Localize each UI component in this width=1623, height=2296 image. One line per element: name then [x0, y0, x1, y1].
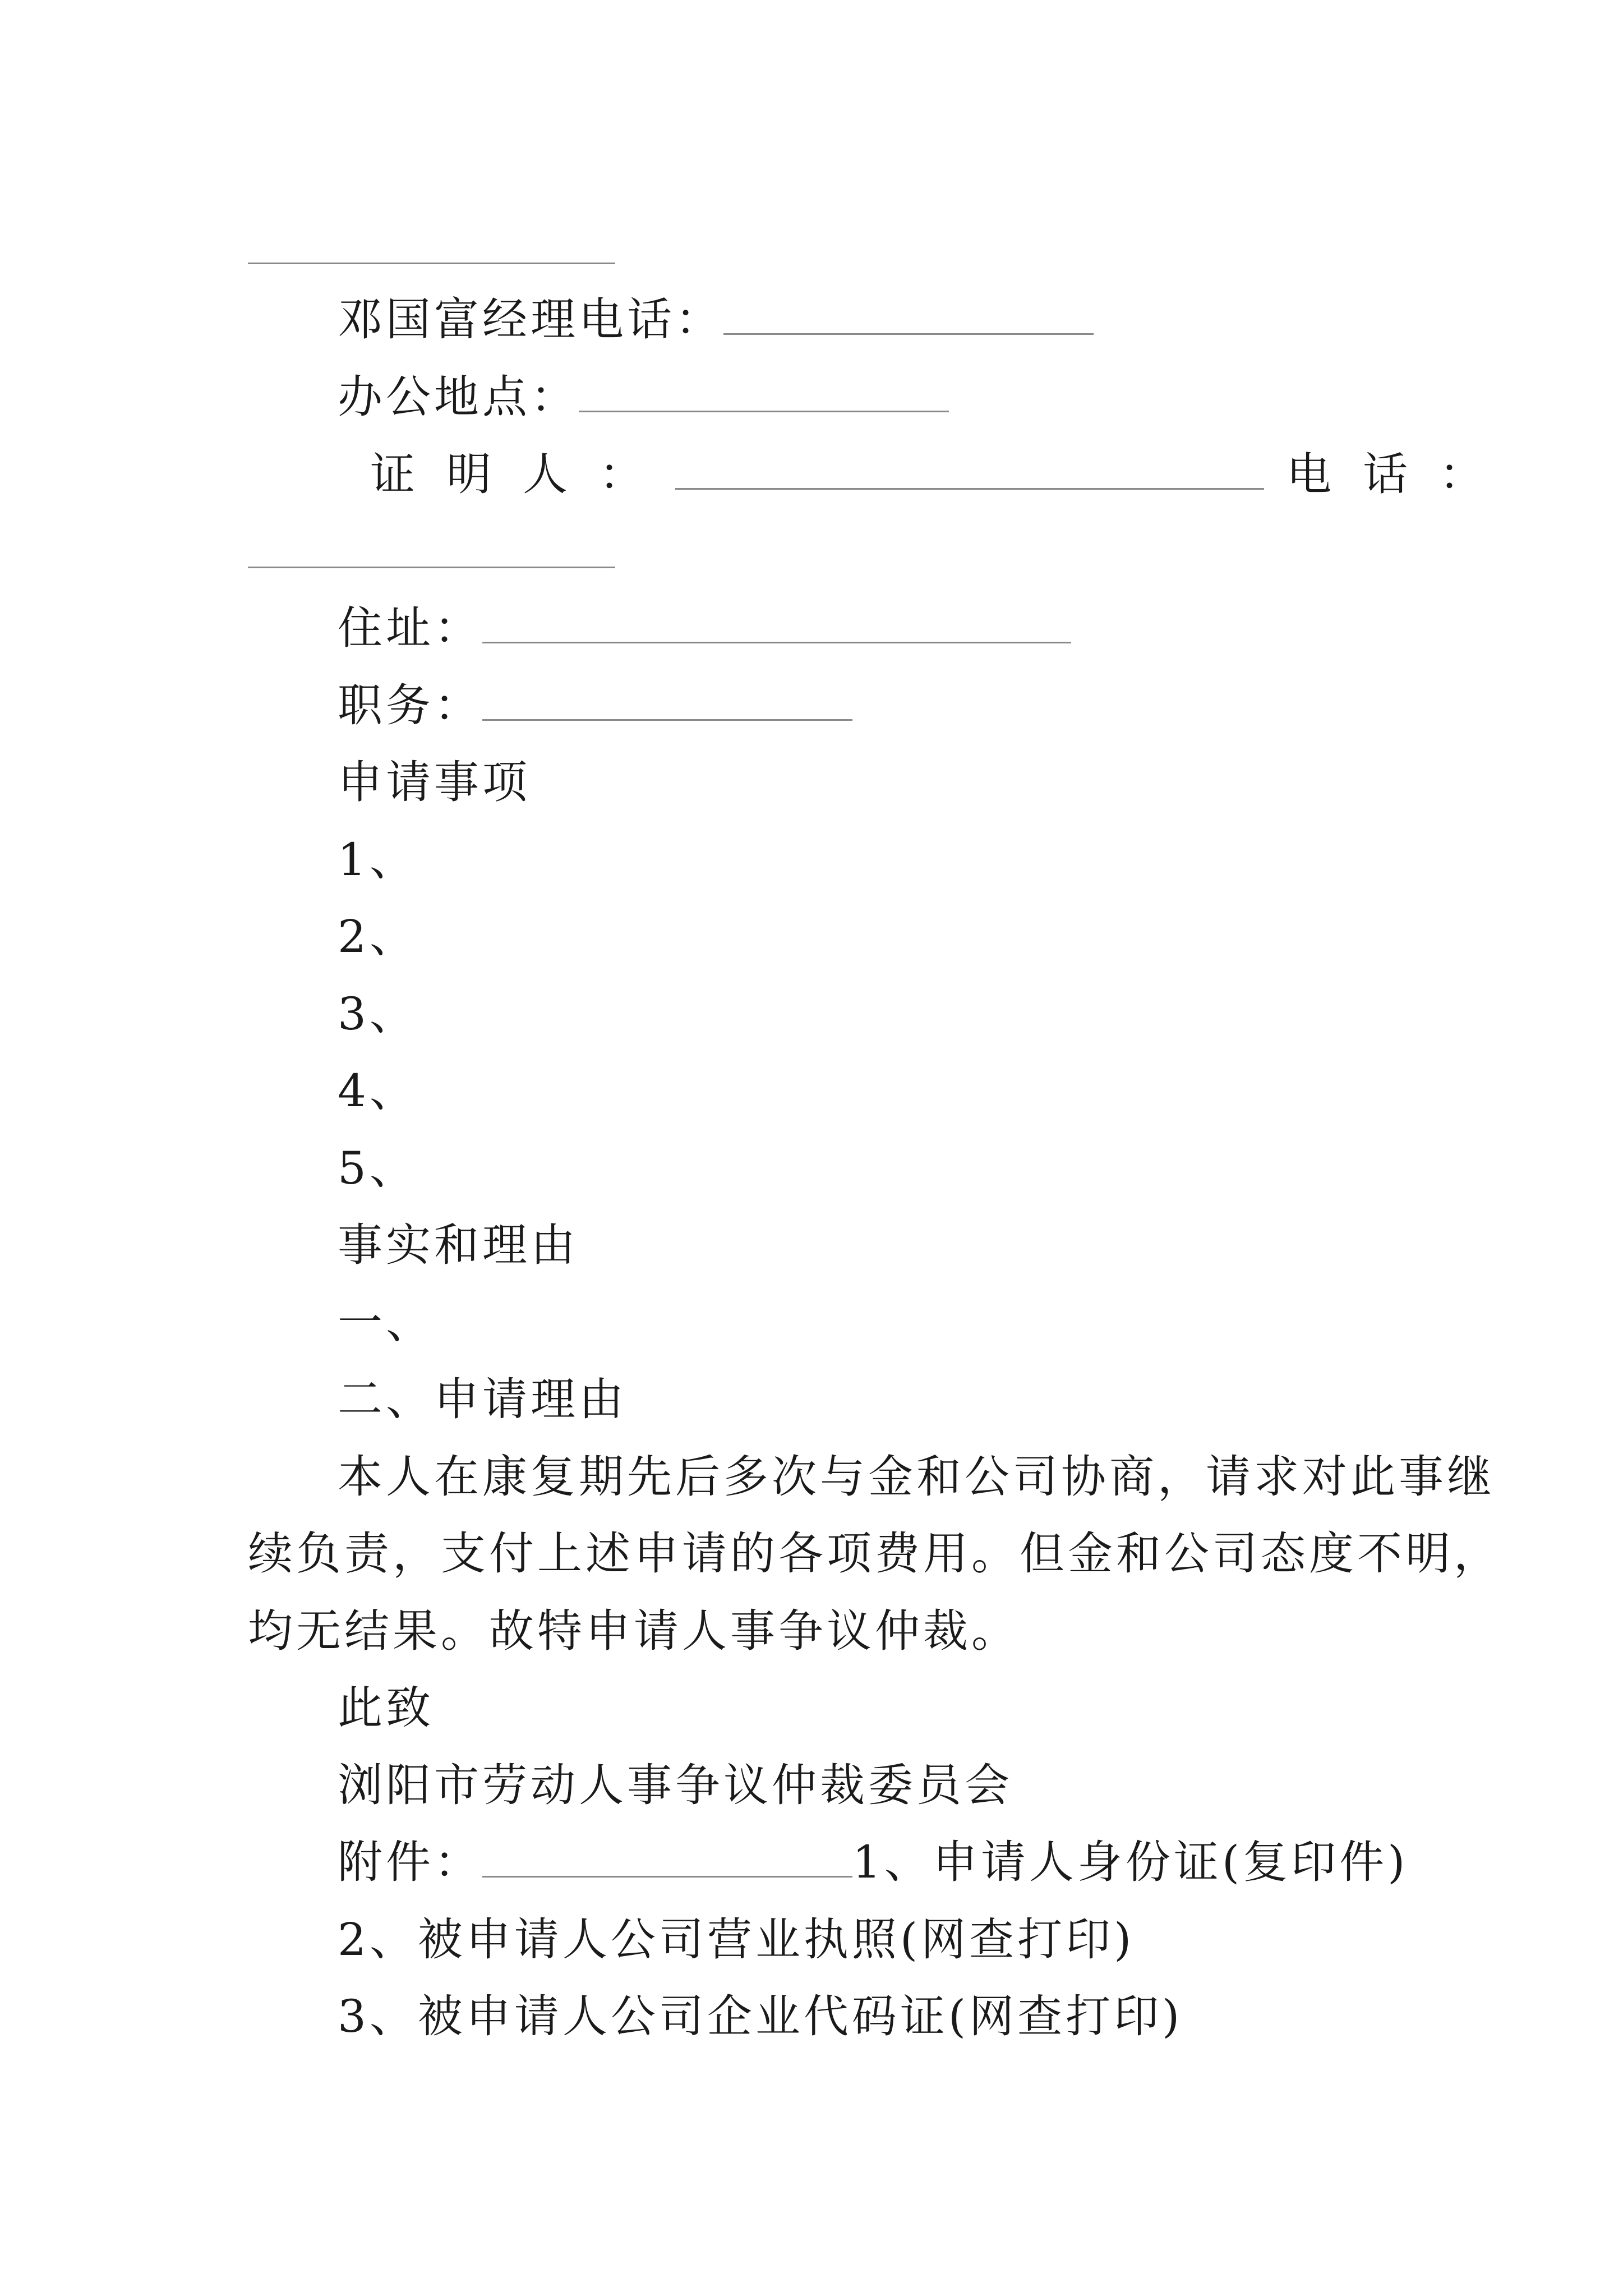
witness-phone-blank	[248, 567, 615, 568]
request-item-2: 2、	[338, 910, 418, 963]
request-item-3: 3、	[338, 988, 418, 1040]
address-label: 住址：	[338, 602, 482, 654]
top-blank-line	[248, 263, 615, 264]
closing-salutation: 此致	[338, 1682, 434, 1734]
manager-phone-row	[338, 292, 1094, 348]
witness-phone-label: 电话：	[1287, 448, 1515, 500]
manager-phone-label: 邓国富经理电话：	[338, 293, 723, 346]
request-item-4: 4、	[338, 1065, 418, 1117]
office-label: 办公地点：	[338, 371, 579, 423]
witness-label: 证明人：	[370, 448, 675, 500]
witness-blank	[675, 454, 1264, 490]
position-label: 职务：	[338, 679, 482, 731]
attachments-blank	[482, 1842, 852, 1878]
request-item-1: 1、	[338, 834, 418, 886]
request-item-5: 5、	[338, 1142, 418, 1194]
office-row	[338, 369, 949, 425]
body-line-1: 本人在康复期先后多次与金和公司协商，请求对此事继	[338, 1451, 1495, 1503]
facts-item-2: 二、申请理由	[338, 1373, 627, 1425]
office-blank	[579, 377, 949, 412]
requests-heading: 申请事项	[338, 756, 531, 808]
attachments-label: 附件：	[338, 1836, 482, 1888]
facts-heading: 事实和理由	[338, 1219, 579, 1271]
attachments-row	[338, 1834, 1408, 1890]
address-blank	[482, 608, 1071, 643]
facts-item-1: 一、	[338, 1296, 434, 1349]
attachment-item-1: 1、申请人身份证(复印件)	[852, 1836, 1409, 1888]
witness-row	[370, 447, 1515, 503]
manager-phone-blank	[723, 300, 1094, 335]
position-blank	[482, 685, 852, 721]
address-row	[338, 600, 1071, 656]
attachment-item-3: 3、被申请人公司企业代码证(网查打印)	[338, 1990, 1183, 2042]
body-line-3: 均无结果。故特申请人事争议仲裁。	[248, 1605, 1020, 1657]
attachment-item-2: 2、被申请人公司营业执照(网查打印)	[338, 1913, 1135, 1966]
closing-recipient: 浏阳市劳动人事争议仲裁委员会	[338, 1759, 1013, 1811]
body-line-2: 续负责，支付上述申请的各项费用。但金和公司态度不明，	[248, 1527, 1502, 1580]
position-row	[338, 678, 852, 734]
